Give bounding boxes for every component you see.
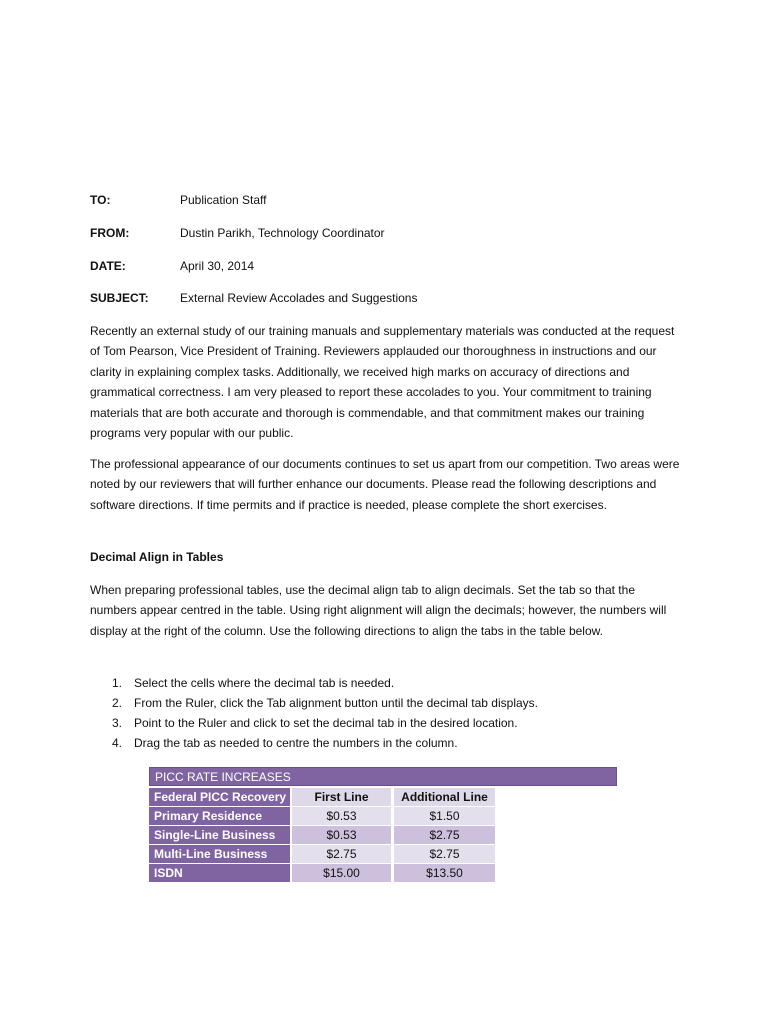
- table-cell-first-line: $15.00: [292, 864, 391, 882]
- table-row-label: Primary Residence: [149, 807, 290, 825]
- table-cell-first-line: $0.53: [292, 826, 391, 844]
- table-cell-additional-line: $2.75: [394, 845, 495, 863]
- step-text: Select the cells where the decimal tab is needed.: [134, 676, 395, 690]
- step-text: Point to the Ruler and click to set the decimal tab in the desired location.: [134, 716, 518, 730]
- paragraph-review-summary: Recently an external study of our training manuals and supplementary materials was conducted at the request of Tom Pearson, Vice President of Training. Reviewers applauded our thoroughness in instructions and our clarity in explaining complex tasks. Additionally, we received high marks on accuracy of directions and grammatical correctness. I am very pleased to report these accolades to you. Your commitment to training materials that are both accurate and thorough is commendable, and that commitment makes our training programs very popular with our public.: [90, 324, 675, 441]
- table-cell-first-line: $0.53: [292, 807, 391, 825]
- step-text: Drag the tab as needed to centre the numbers in the column.: [134, 736, 458, 750]
- paragraph-appearance: The professional appearance of our documents continues to set us apart from our competition. Two areas were noted by our reviewers that will further enhance our documents. Please read the following descriptions and software directions. If time permits and if practice is needed, please complete the short exercises.: [90, 457, 680, 512]
- list-item: [90, 733, 682, 753]
- memo-subject-value: External Review Accolades and Suggestions: [180, 291, 418, 305]
- list-item: [90, 713, 682, 733]
- table-row-label: ISDN: [149, 864, 290, 882]
- table-header-label: Federal PICC Recovery: [149, 788, 290, 806]
- table-row-label: Single-Line Business: [149, 826, 290, 844]
- memo-to-value: Publication Staff: [180, 193, 267, 207]
- memo-from-row: [90, 223, 690, 243]
- step-text: From the Ruler, click the Tab alignment button until the decimal tab displays.: [134, 696, 538, 710]
- section-heading: Decimal Align in Tables: [90, 550, 224, 564]
- table-header-additional-line: Additional Line: [394, 788, 495, 806]
- table-row-label: Multi-Line Business: [149, 845, 290, 863]
- picc-rate-table: [149, 767, 619, 885]
- list-item: [90, 673, 682, 693]
- memo-subject-label: SUBJECT:: [90, 291, 149, 305]
- memo-from-label: FROM:: [90, 226, 130, 240]
- memo-to-row: [90, 190, 690, 210]
- step-number: 1.: [112, 676, 123, 690]
- step-number: 4.: [112, 736, 123, 750]
- memo-date-value: April 30, 2014: [180, 259, 255, 273]
- paragraph-decimal-align: When preparing professional tables, use the decimal align tab to align decimals. Set the tab so that the numbers appear centred in the table. Using right alignment will align the decimals; however, the numbers will display at the right of the column. Use the following directions to align the tabs in the table below.: [90, 583, 667, 638]
- step-number: 2.: [112, 696, 123, 710]
- memo-date-label: DATE:: [90, 259, 126, 273]
- steps-list: [90, 673, 682, 753]
- list-item: [90, 693, 682, 713]
- memo-from-value: Dustin Parikh, Technology Coordinator: [180, 226, 385, 240]
- table-header-first-line: First Line: [292, 788, 391, 806]
- table-title: PICC RATE INCREASES: [149, 767, 617, 786]
- table-cell-additional-line: $13.50: [394, 864, 495, 882]
- table-cell-first-line: $2.75: [292, 845, 391, 863]
- table-cell-additional-line: $2.75: [394, 826, 495, 844]
- table-cell-additional-line: $1.50: [394, 807, 495, 825]
- memo-subject-row: [90, 288, 690, 308]
- step-number: 3.: [112, 716, 123, 730]
- memo-date-row: [90, 256, 690, 276]
- memo-to-label: TO:: [90, 193, 111, 207]
